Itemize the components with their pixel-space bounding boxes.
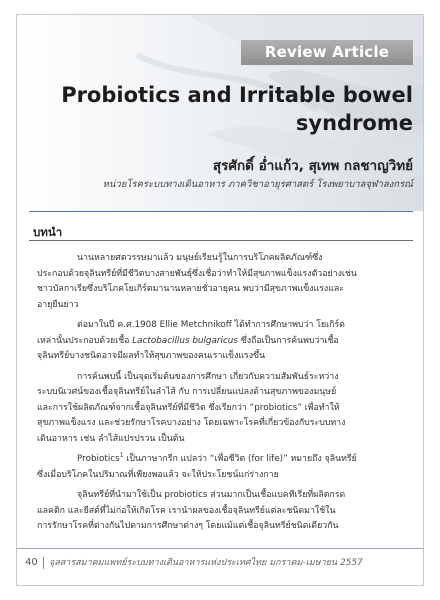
text-line: ระบบนิเวศน์ของเชื้อจุลินทรีย์ในลำไส้ กับ การเปลี่ยนแปลงด้านสุขภาพของมนุษย์ xyxy=(37,387,337,397)
text-run: เหล่านั้นประกอบด้วยเชื้อ xyxy=(37,335,133,346)
header-divider xyxy=(29,211,413,212)
text-run: Probiotics xyxy=(77,454,120,464)
text-line: ประกอบด้วยจุลินทรีย์ที่มีชีวิตบางสายพันธุ์ซึ่งเชื่อว่าทำให้มีสุขภาพแข็งแรงตัวอย่างเช่น xyxy=(37,268,357,279)
text-line: แลคติก และยีสต์ที่ไม่ก่อให้เกิดโรค เรานำผลของเชื้อจุลินทรีย์แต่ละชนิดมาใช้ใน xyxy=(37,505,336,516)
text-line xyxy=(37,334,409,350)
page-number: 40 xyxy=(25,557,38,568)
text-line: อายุยืนยาว xyxy=(37,299,79,310)
section-heading-underline xyxy=(29,240,413,241)
footer-divider xyxy=(17,548,424,549)
paragraph-5 xyxy=(37,488,409,535)
text-run: เป็นภาษากรีก แปลว่า “เพื่อชีวิต (for life)” หมายถึง จุลินทรีย์ xyxy=(123,454,357,464)
text-line xyxy=(37,452,409,468)
paragraph-4 xyxy=(37,452,409,483)
article-title-line-1: Probiotics and Irritable bowel xyxy=(61,83,413,107)
section-heading-text: บทนำ xyxy=(33,224,68,240)
text-line: ต่อมาในปี ค.ศ.1908 Ellie Metchnikoff ได้ทำการศึกษาพบว่า โยเกิร์ต xyxy=(77,320,345,330)
paragraph-3 xyxy=(37,370,409,448)
text-line: นานหลายศตวรรษมาแล้ว มนุษย์เรียนรู้ในการบริโภคผลิตภัณฑ์ซึ่ง xyxy=(77,253,323,263)
species-name: Lactobacillus bulgaricus xyxy=(132,335,238,346)
paragraph-2 xyxy=(37,318,409,365)
text-line: เดินอาหาร เช่น ลำไส้แปรปรวน เป็นต้น xyxy=(37,433,185,444)
journal-name: จุลสารสมาคมแพทย์ระบบทางเดินอาหารแห่งประเทศไทย มกราคม-เมษายน 2557 xyxy=(49,558,363,568)
text-run: ซึ่งถือเป็นการค้นพบว่าเชื้อ xyxy=(237,335,339,346)
reference-superscript: 1 xyxy=(119,452,124,460)
paragraph-1 xyxy=(37,251,409,313)
author-affiliation: หน่วยโรคระบบทางเดินอาหาร ภาควิชาอายุรศาสตร์ โรงพยาบาลจุฬาลงกรณ์ xyxy=(102,179,413,190)
article-body xyxy=(37,251,409,535)
footer-separator xyxy=(43,557,44,569)
text-line: การรักษาโรคที่ต่างกันไปตามการศึกษาต่างๆ โดยแม้แต่เชื้อจุลินทรีย์ชนิดเดียวกัน xyxy=(37,521,339,531)
article-title xyxy=(57,81,413,137)
text-line: จุลินทรีย์ที่นำมาใช้เป็น probiotics ส่วนมากเป็นเชื้อแบคทีเรียที่ผลิตกรด xyxy=(77,490,346,500)
page-footer xyxy=(17,555,424,573)
text-line: ชาวบัลกาเรียซึ่งบริโภคโยเกิร์ตมานานหลายชั่วอายุคน พบว่ามีสุขภาพแข็งแรงและ xyxy=(37,284,345,294)
section-heading-introduction xyxy=(29,224,413,242)
text-line: จุลินทรีย์บางชนิดอาจมีผลทำให้สุขภาพของคนเราแข็งแรงขึ้น xyxy=(37,351,266,361)
text-line: การค้นพบนี้ เป็นจุดเริ่มต้นของการศึกษา เกี่ยวกับความสัมพันธ์ระหว่าง xyxy=(77,371,339,382)
text-line: ซึ่งเมื่อบริโภคในปริมาณที่เพียงพอแล้ว จะให้ประโยชน์แก่ร่างกาย xyxy=(37,469,279,480)
text-line: สุขภาพแข็งแรง และช่วยรักษาโรคบางอย่าง โดยเฉพาะโรคที่เกี่ยวข้องกับระบบทาง xyxy=(37,418,346,428)
article-page xyxy=(16,14,424,586)
article-title-line-2: syndrome xyxy=(295,111,413,135)
text-line: และการใช้ผลิตภัณฑ์จากเชื้อจุลินทรีย์ที่มีชีวิต ซึ่งเรียกว่า “probiotics” เพื่อทำให้ xyxy=(37,402,340,413)
article-type-badge: Review Article xyxy=(241,40,413,65)
article-authors: สุรศักดิ์ อ่ำแก้ว, สุเทพ กลชาญวิทย์ xyxy=(212,158,413,174)
